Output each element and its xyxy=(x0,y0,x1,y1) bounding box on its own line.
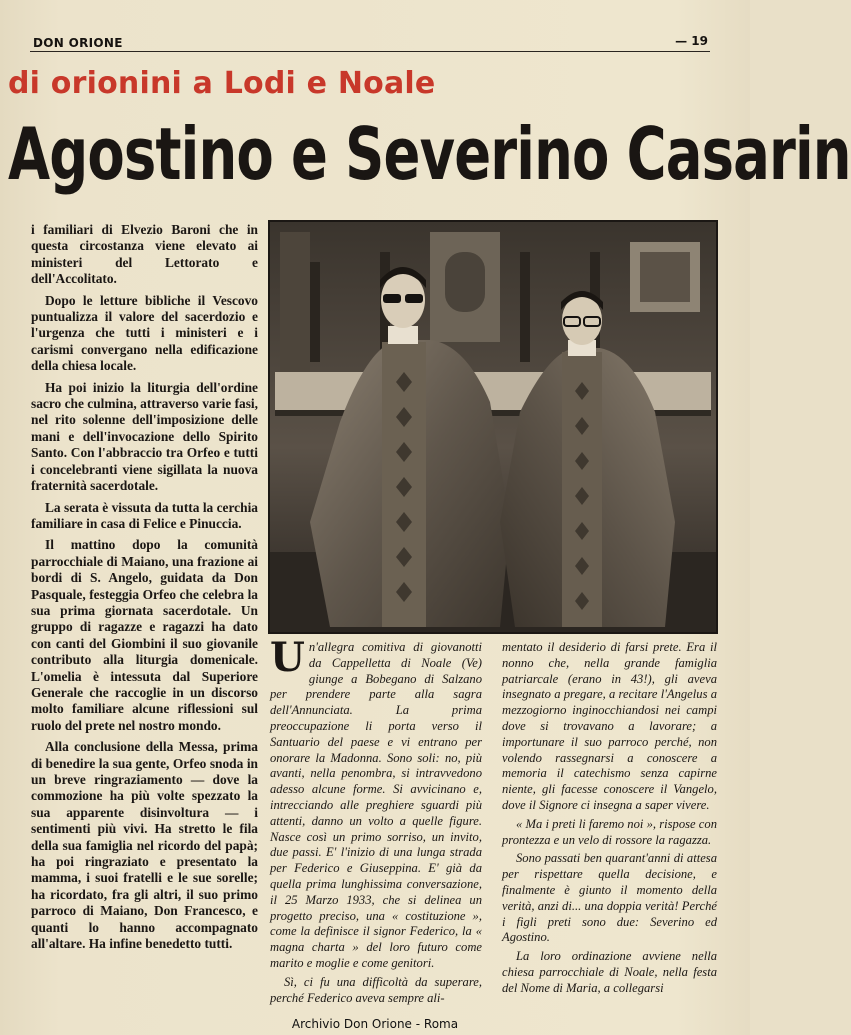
paragraph: Dopo le letture bibliche il Vescovo puntualizza il valore del sacerdozio e l'urgenza che tutti i ministeri e i carismi convergano nella edificazione della chiesa locale. xyxy=(31,292,258,374)
left-column xyxy=(31,222,258,957)
middle-column xyxy=(270,634,482,1009)
article-kicker: di orionini a Lodi e Noale xyxy=(8,66,436,101)
paragraph: Sì, ci fu una difficoltà da superare, perché Federico aveva sempre ali- xyxy=(270,974,482,1005)
paragraph: Alla conclusione della Messa, prima di benedire la sua gente, Orfeo snoda in un breve ringraziamento — dove la commozione ha più volte spezzato la sua apparente disinvoltura — i sentimenti più vivi. Ha stretto le fila della sua famiglia nel ricordo del papà; ha poi ringraziato e presentato la mamma, i suoi fratelli e le sue sorelle; ha ricordato, fra gli altri, il suo primo parroco di Maiano, Don Francesco, e quanti lo hanno accompagnato all'altare. Ha infine benedetto tutti. xyxy=(31,739,258,952)
archive-footer: Archivio Don Orione - Roma xyxy=(291,1017,459,1031)
header-rule xyxy=(30,51,710,52)
right-column xyxy=(502,640,717,1000)
paragraph: La loro ordinazione avviene nella chiesa parrocchiale di Noale, nella festa del Nome di Maria, a collegarsi xyxy=(502,949,717,995)
paragraph: Sono passati ben quarant'anni di attesa per rispettare quella decisione, e finalmente è giunto il momento della verità, anzi di... una doppia verità! Perché i figli preti sono due: Severino ed Agostino. xyxy=(502,851,717,945)
page-number: — 19 xyxy=(675,34,708,48)
drop-cap: U xyxy=(270,634,305,681)
paragraph: mentato il desiderio di farsi prete. Era il nonno che, nella grande famiglia patriarcale (erano in 43!), gli aveva insegnato a pregare, a recitare l'Angelus a mezzogiorno inginocchiandosi nei campi dove si trovavano a lavorare; a importunare il suo parroco perché, non volendo rassegnarsi a conoscere a memoria il catechismo senza capirne niente, gli facesse conoscere il Vangelo, dove il Signore ci insegna a saper vivere. xyxy=(502,640,717,812)
lead-paragraph xyxy=(270,634,482,972)
lead-text: n'allegra comitiva di giovanotti da Cappelletta di Noale (Ve) giunge a Bobegano di Salzano per prendere parte alla sagra dell'Annunciata. La prima preoccupazione li porta verso il Santuario del paese e vi entrano per onorare la Madonna. Sono soli: no, più avanti, nella penombra, si intravvedono adesso alcune forme. Si avvicinano e, intrecciando alle preghiere sguardi più attenti, danno un volto a quelle figure. Nasce così un primo sorriso, un invito, due passi. E' l'inizio di una lunga strada per Federico e Giuseppina. E' già da quella prima lunghissima conversazione, il 25 Marzo 1933, che si delinea un progetto preciso, una « costituzione », come la definisce il signor Federico, la « magna charta » del loro futuro come marito e moglie e come genitori. xyxy=(270,640,482,970)
paragraph: Il mattino dopo la comunità parrocchiale di Maiano, una frazione ai bordi di S. Angelo, guidata da Don Pasquale, festeggia Orfeo che celebra la sua prima giornata sacerdotale. Un gruppo di ragazze e ragazzi ha dato con canti del Giombini il suo giovanile contributo alla liturgia domenicale. L'omelia è intessuta dal Superiore Generale che raccoglie in un discorso molto familiare alcune riflessioni sul ruolo del prete nel nostro mondo. xyxy=(31,537,258,733)
article-headline: Agostino e Severino Casarin xyxy=(8,112,851,196)
paragraph: La serata è vissuta da tutta la cerchia familiare in casa di Felice e Pinuccia. xyxy=(31,499,258,531)
photo-two-priests xyxy=(268,220,718,634)
paragraph: « Ma i preti li faremo noi », risposе con prontezza e un velo di rossore la ragazza. xyxy=(502,816,717,847)
running-head: DON ORIONE xyxy=(33,36,123,50)
paragraph: i familiari di Elvezio Baroni che in questa circostanza viene elevato ai ministeri del Lettorato e dell'Accolitato. xyxy=(31,222,258,287)
paragraph: Ha poi inizio la liturgia dell'ordine sacro che culmina, attraverso varie fasi, nel rito solenne dell'imposizione delle mani e dell'invocazione dello Spirito Santo. Con l'abbraccio tra Orfeo e tutti i concelebranti viene sigillata la nuova fraternità sacerdotale. xyxy=(31,379,258,494)
